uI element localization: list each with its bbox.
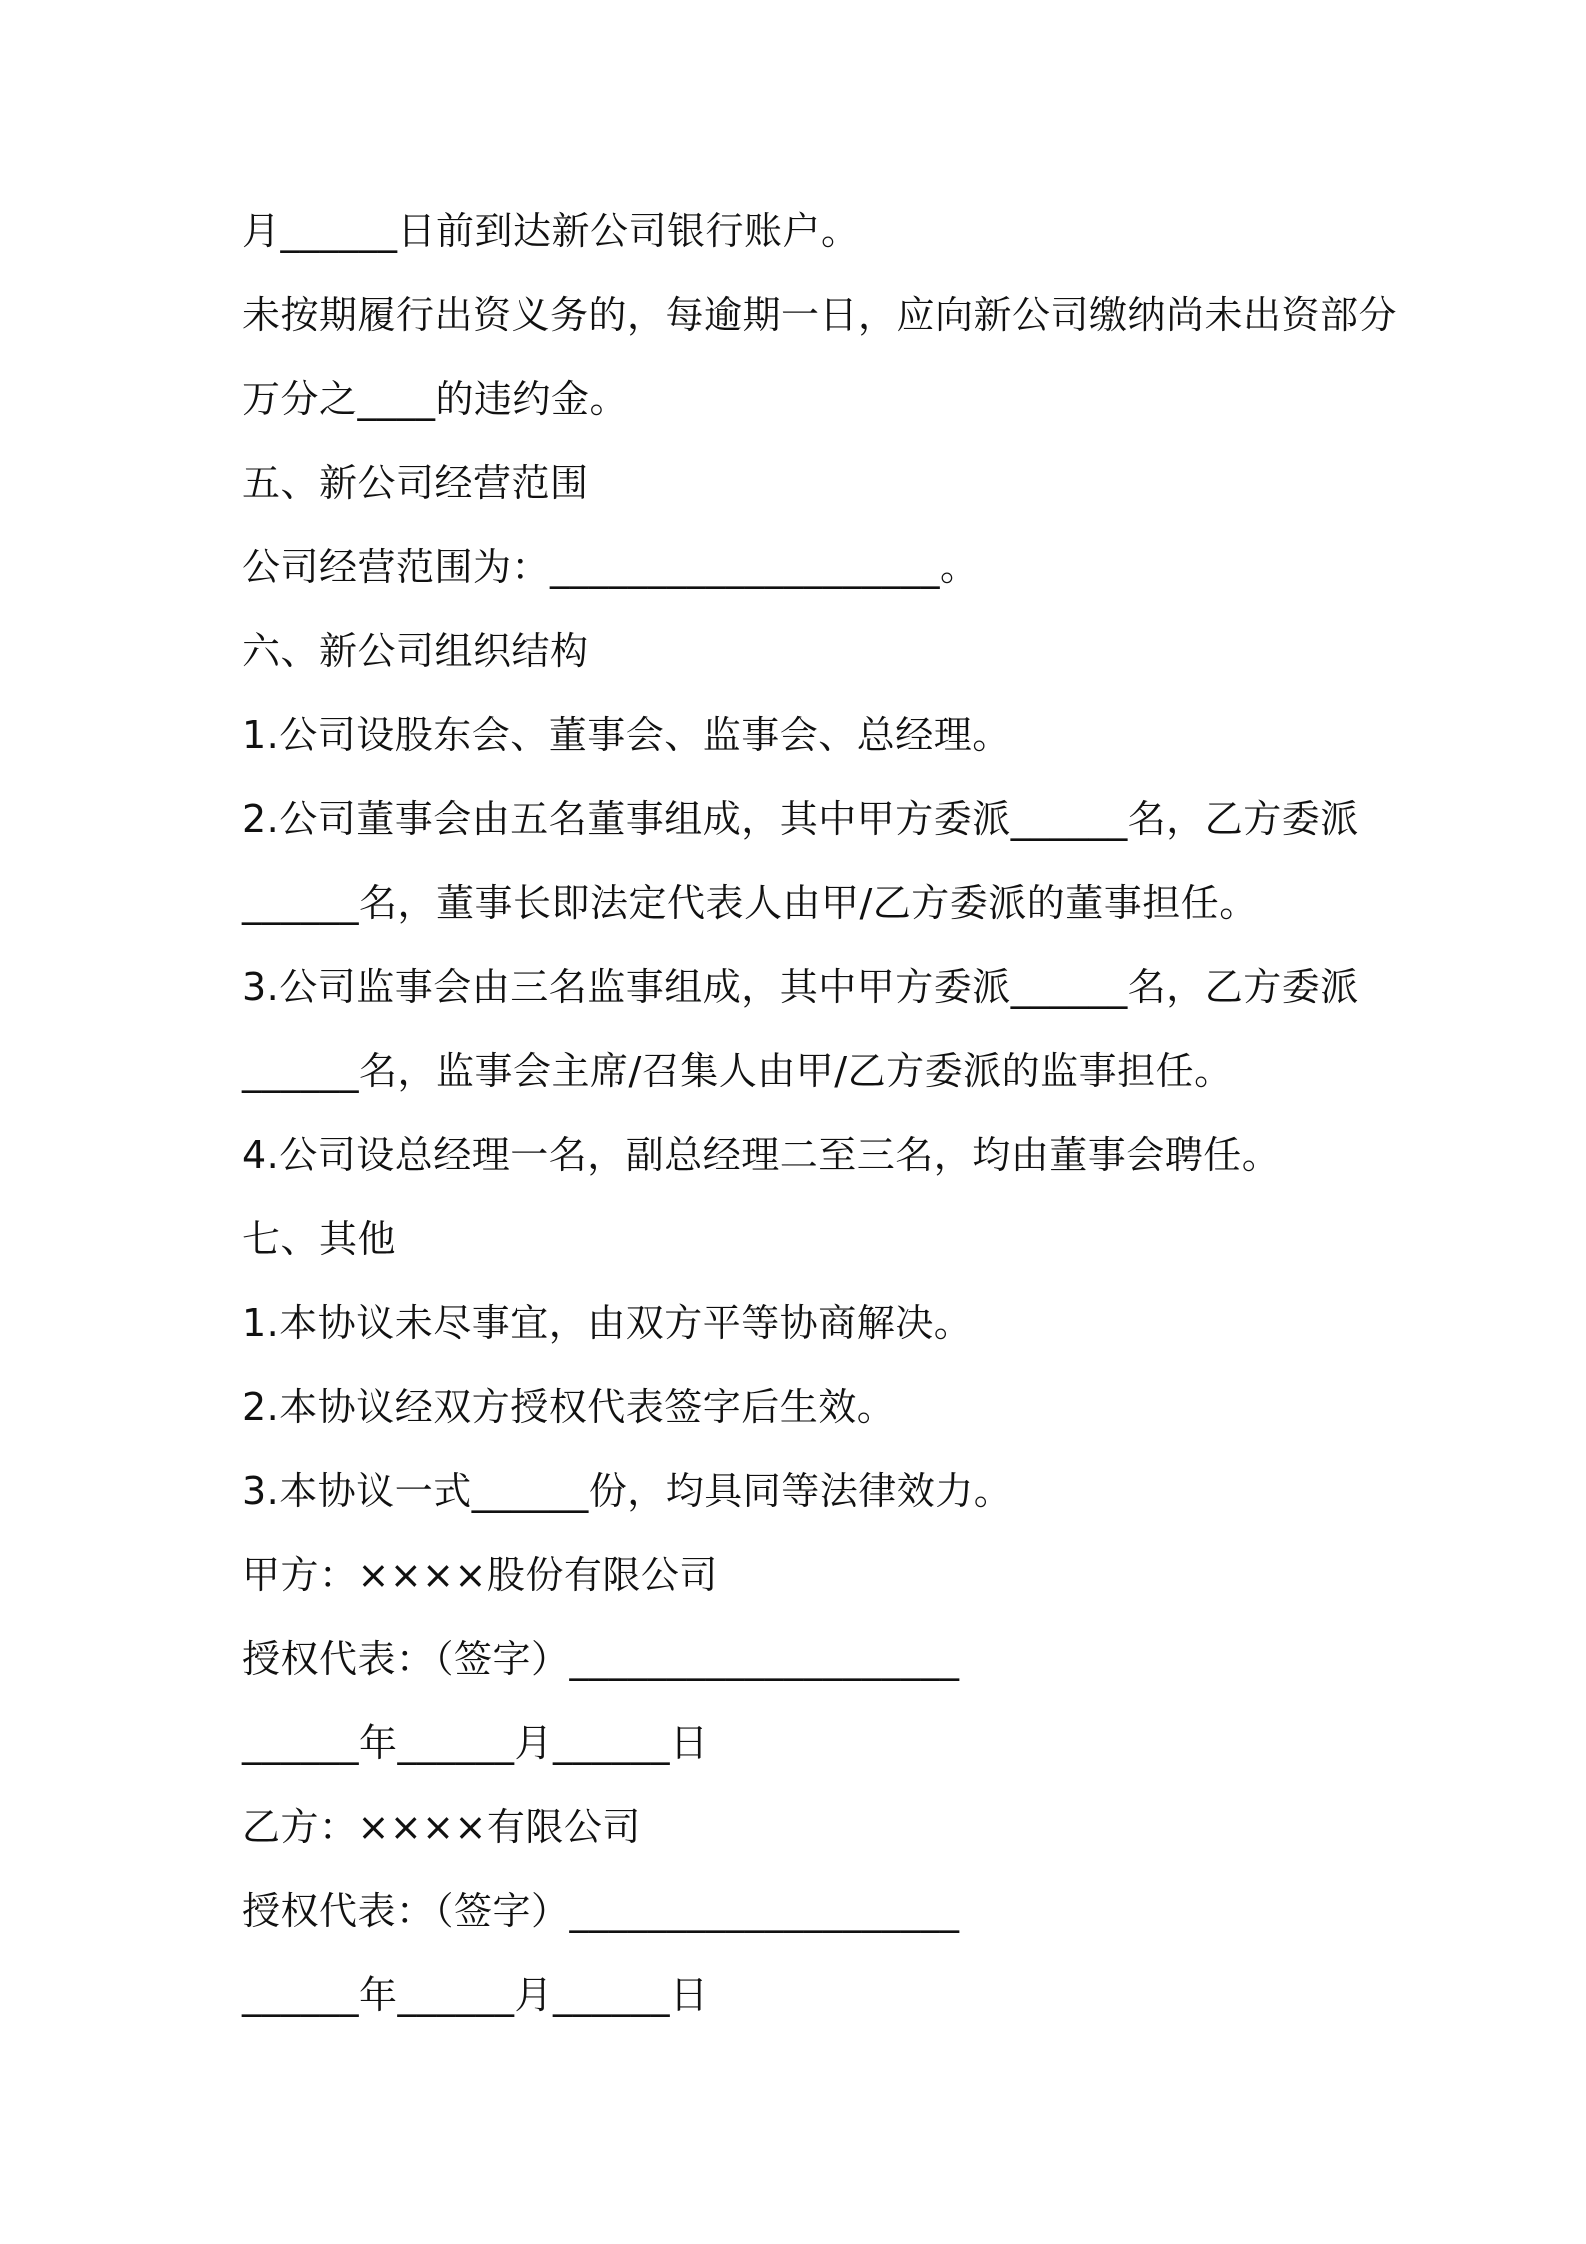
party-a-name: 甲方：××××股份有限公司 xyxy=(242,1553,718,1597)
text-line-other-item-1: 1.本协议未尽事宜，由双方平等协商解决。 xyxy=(242,1301,973,1345)
text-line-org-item-2a: 2.公司董事会由五名董事组成，其中甲方委派______名，乙方委派 xyxy=(242,797,1359,841)
section-heading-organization: 六、新公司组织结构 xyxy=(242,629,589,673)
party-b-date-line: ______年______月______日 xyxy=(242,1973,709,2017)
text-line-org-item-3b: ______名，监事会主席/召集人由甲/乙方委派的监事担任。 xyxy=(242,1049,1233,1093)
section-heading-other: 七、其他 xyxy=(242,1217,397,1261)
party-a-date-line: ______年______月______日 xyxy=(242,1721,709,1765)
section-heading-business-scope: 五、新公司经营范围 xyxy=(242,461,589,505)
text-line-penalty-rate: 万分之____的违约金。 xyxy=(242,377,629,421)
text-line-org-item-1: 1.公司设股东会、董事会、监事会、总经理。 xyxy=(242,713,1011,757)
document-body xyxy=(242,196,1398,2044)
text-line-org-item-2b: ______名，董事长即法定代表人由甲/乙方委派的董事担任。 xyxy=(242,881,1258,925)
text-line-business-scope: 公司经营范围为：____________________。 xyxy=(242,545,979,589)
party-b-name: 乙方：××××有限公司 xyxy=(242,1805,641,1849)
text-line-org-item-4: 4.公司设总经理一名，副总经理二至三名，均由董事会聘任。 xyxy=(242,1133,1281,1177)
text-line-other-item-3: 3.本协议一式______份，均具同等法律效力。 xyxy=(242,1469,1013,1513)
party-b-signature-line: 授权代表：（签字）____________________ xyxy=(242,1889,960,1933)
text-line-penalty-clause: 未按期履行出资义务的，每逾期一日，应向新公司缴纳尚未出资部分 xyxy=(242,293,1398,337)
text-line-other-item-2: 2.本协议经双方授权代表签字后生效。 xyxy=(242,1385,896,1429)
text-line-org-item-3a: 3.公司监事会由三名监事组成，其中甲方委派______名，乙方委派 xyxy=(242,965,1359,1009)
party-a-signature-line: 授权代表：（签字）____________________ xyxy=(242,1637,960,1681)
text-line-payment-deadline: 月______日前到达新公司银行账户。 xyxy=(242,209,860,253)
